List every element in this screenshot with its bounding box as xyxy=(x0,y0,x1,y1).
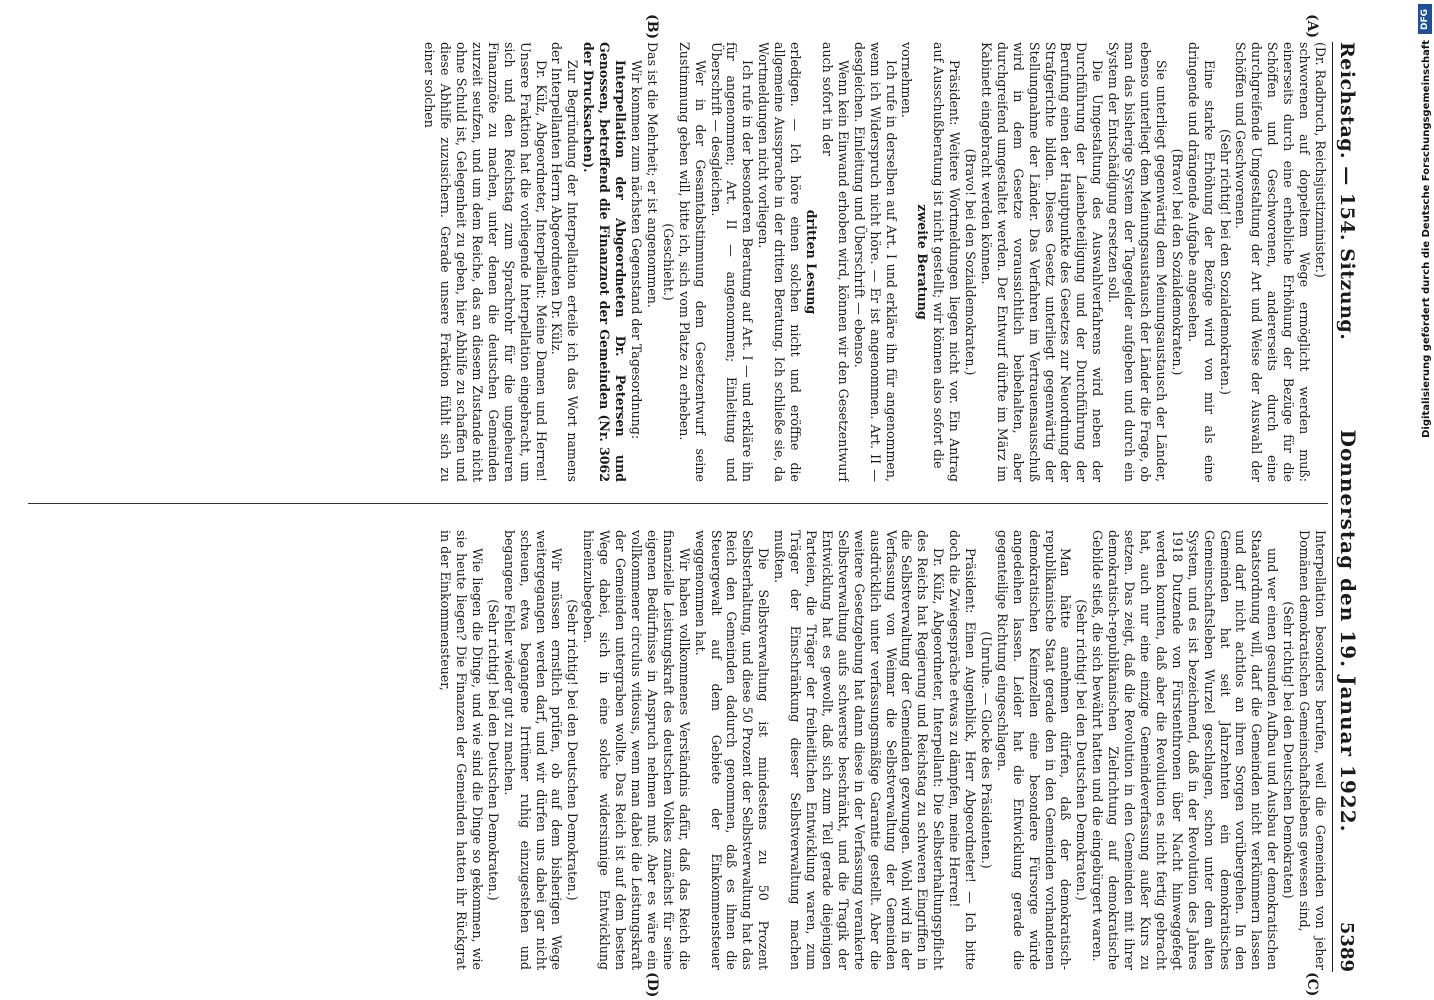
left-column xyxy=(28,42,1328,482)
page-header xyxy=(1332,42,1370,972)
paragraph: Wenn kein Einwand erhoben wird, können wir den Gesetzentwurf auch sofort in der xyxy=(819,42,851,482)
paragraph: Zur Begründung der Interpellation erteile ich das Wort namens der Interpellanten Herrn Abgeordneten Dr. Külz. xyxy=(549,42,581,482)
dfg-logo: DFG xyxy=(1418,4,1432,34)
column-divider xyxy=(28,503,1328,504)
section-heading: dritten Lesung xyxy=(804,209,819,315)
paragraph: Dr. Külz, Abgeordneter, Interpellant: Die Selbsterhaltungspflicht des Reichs hat Regierung und Reichstag zu schweren Eingriffen in die Selbstverwaltung der Gemeinden gezwungen. Wohl wird in der Verfassung von Weimar die Selbstverwaltung der Gemeinden ausdrücklich unter verfassungsmäßige Garantie gestellt. Aber die weitere Gesetzgebung hat dann diese in der Verfassung verankerte Selbstverwaltung aufs schwerste beschränkt, und die Tragik der Entwicklung hat es gewollt, daß sich zum Teil gerade diejenigen Parteien, die Träger der freiheitlichen Entwicklung waren, zum Träger der Einschränkung dieser Selbstverwaltung machen mußten. xyxy=(772,530,947,970)
page-number: 5389 xyxy=(1336,921,1357,972)
interjection: (Unruhe. — Glocke des Präsidenten.) xyxy=(978,631,994,869)
header-date: Donnerstag den 19. Januar 1922. xyxy=(1336,429,1360,833)
margin-marker-a: (A) xyxy=(1304,14,1320,39)
paragraph: Wir haben vollkommenes Verständnis dafür, daß das Reich die finanzielle Leistungskraft des deutschen Volkes zunächst für seine eigenen Bedürfnisse in Anspruch nehmen muß. Aber es wäre ein vollkommener circulus vitiosus, wenn man dabei die Leistungskraft der Gemeinden untergraben wollte. Das Reich ist auf dem besten Wege dabei, sich in eine solche widersinnige Entwicklung hineinzubegeben. xyxy=(581,530,692,970)
paragraph: Wer in der Gesamtabstimmung dem Gesetzentwurf seine Zustimmung geben will, bitte ich, sich vom Platze zu erheben. xyxy=(676,42,708,482)
paragraph: Wir müssen ernstlich prüfen, ob auf dem bisherigen Wege weitergegangen werden darf, und wir dürfen uns dabei gar nicht scheuen, etwa begangene Irrtümer ruhig einzugestehen und begangene Fehler wieder gut zu machen. xyxy=(501,530,565,970)
agenda-item: Interpellation der Abgeordneten Dr. Petersen und Genossen, betreffend die Finanznot der Gemeinden (Nr. 3062 der Drucksachen). xyxy=(581,42,629,482)
paragraph: Interpellation besonders berufen, weil die Gemeinden von jeher Domänen demokratischen Gemeinschaftslebens gewesen sind, xyxy=(1297,530,1328,970)
interjection: (Sehr richtig! bei den Deutschen Demokraten.) xyxy=(1074,599,1090,901)
paragraph: Wie liegen die Dinge, und wie sind die Dinge so gekommen, wie sie heute liegen? Die Finanzen der Gemeinden hatten ihr Rückgrat in der Einkommensteuer, xyxy=(438,530,485,970)
paragraph: schworenen auf doppeltem Wege ermöglicht werden muß: einerseits durch eine erhebliche Erhöhung der Bezüge für die Schöffen und Geschworenen, andererseits durch eine durchgreifende Umgestaltung der Art und Weise der Auswahl der Schöffen und Geschworenen. xyxy=(1233,42,1313,482)
interjection: (Sehr richtig! bei den Sozialdemokraten.) xyxy=(1217,129,1233,395)
paragraph: Wir kommen zum nächsten Gegenstand der Tagesordnung: xyxy=(629,60,645,440)
paragraph: Dr. Külz, Abgeordneter, Interpellant: Meine Damen und Herren! Unsere Fraktion hat die vorliegende Interpellation eingebracht, um sich und den Reichstag zum Sprachrohr für die ungeheuren Finanznöte zu machen, unter denen die deutschen Gemeinden zurzeit seufzen, und um dem Reiche, das an diesem Zustande nicht ohne Schuld ist, Gelegenheit zu geben, hier Abhilfe zu schaffen und diese Abhilfe zuzusichern. Gerade unsere Fraktion fühlt sich zu einer solchen xyxy=(422,42,549,482)
paragraph: erledigen. — Ich höre einen solchen nicht und eröffne die allgemeine Aussprache in der dritten Beratung. Ich schließe sie, da Wortmeldungen nicht vorliegen. xyxy=(756,42,804,482)
paragraph: Präsident: Einen Augenblick, Herr Abgeordneter! — Ich bitte doch die Zwiegespräche etwas zu dämpfen, meine Herren! xyxy=(947,530,979,970)
right-column xyxy=(28,530,1328,970)
digitization-sidebar xyxy=(1408,0,1434,1000)
interjection: (Sehr richtig! bei den Deutschen Demokraten) xyxy=(1281,601,1297,899)
margin-marker-c: (C) xyxy=(1304,972,1320,997)
interjection: (Bravo! bei den Sozialdemokraten.) xyxy=(1169,148,1185,376)
paragraph: Sie unterliegt gegenwärtig dem Meinungsaustausch der Länder, ebenso unterliegt dem Meinungsaustausch der Länder die Frage, ob man das bisherige System der Tagegelder aufgeben und durch ein System der Entschädigung ersetzen soll. xyxy=(1106,42,1169,482)
interjection: (Geschieht.) xyxy=(660,223,676,301)
interjection: (Sehr richtig! bei den Deutschen Demokraten.) xyxy=(485,599,501,901)
section-heading: zweite Beratung xyxy=(915,204,931,320)
paragraph: vornehmen. xyxy=(899,42,915,118)
interjection: (Bravo! bei den Sozialdemokraten.) xyxy=(963,148,979,376)
paragraph: Das ist die Mehrheit; er ist angenommen. xyxy=(644,42,660,308)
paragraph: Ich rufe in der besonderen Beratung auf Art. I — und erkläre ihn für angenommen; Art. II — angenommen; Einleitung und Überschrift — desgleichen. xyxy=(708,42,756,482)
margin-marker-d: (D) xyxy=(644,972,660,998)
margin-marker-b: (B) xyxy=(644,14,660,40)
paragraph: Eine starke Erhöhung der Bezüge wird von mir als eine dringende und drängende Aufgabe angesehen. xyxy=(1185,42,1217,482)
paragraph: Die Selbstverwaltung ist mindestens zu 50 Prozent Selbsterhaltung, und diese 50 Prozent der Selbstverwaltung hat das Reich den Gemeinden dadurch genommen, daß es ihnen die Steuergewalt auf dem Gebiete der Einkommensteuer weggenommen hat. xyxy=(692,530,772,970)
paragraph: Präsident: Weitere Wortmeldungen liegen nicht vor. Ein Antrag auf Ausschußberatung ist nicht gestellt; wir können also sofort die xyxy=(931,42,963,482)
paragraph: Die Umgestaltung des Auswahlverfahrens wird neben der Durchführung der Laienbeteiligung und der Durchführung der Berufung einen der Hauptpunkte des Gesetzes zur Neuordnung der Strafgerichte bilden. Dieses Gesetz unterliegt gegenwärtig der Stellungnahme der Länder. Das Verfahren im Vertrauensausschuß wird in dem Gesetze voraussichtlich beibehalten, aber durchgreifend umgestaltet werden. Der Entwurf dürfte im März im Kabinett eingebracht werden können. xyxy=(978,42,1106,482)
speaker-attribution: (Dr. Radbruch, Reichsjustizminister.) xyxy=(1313,42,1328,278)
header-left: Reichstag. — 154. Sitzung. xyxy=(1336,42,1358,341)
paragraph: Man hätte annehmen dürfen, daß der demokratisch-republikanische Staat gerade den in den Gemeinden vorhandenen demokratischen Keimzellen eine besondere Fürsorge würde angedeihen lassen. Leider hat die Entwicklung gerade die gegenteilige Richtung eingeschlagen. xyxy=(994,530,1074,970)
digitization-credit: Digitalisierung gefördert durch die Deutsche Forschungsgemeinschaft xyxy=(1421,40,1432,438)
paragraph: und wer einen gesunden Aufbau und Ausbau der demokratischen Staatsordnung will, darf die Gemeinden nicht verkümmern lassen und darf nicht achtlos an ihren Sorgen vorübergehen. In den Gemeinden hat seit Jahrzehnten ein demokratisches Gemeinschaftsleben Wurzel geschlagen, schon unter dem alten System, und es ist bezeichnend, daß in der Revolution des Jahres 1918 Dutzende von Fürstenthronen über Nacht hinweggefegt werden konnten, daß aber die Revolution es nicht fertig gebracht hat, auch nur eine einzige Gemeindeverfassung außer Kurs zu setzen. Das zeigt, daß die Revolution in den Gemeinden mit ihrer demokratisch-republikanischen Zielrichtung auf demokratische Gebilde stieß, die sich bewährt hatten und die eingebürgert waren. xyxy=(1090,530,1281,970)
interjection: (Sehr richtig! bei den Deutschen Demokraten.) xyxy=(565,599,581,901)
paragraph: Ich rufe in derselben auf Art. I und erkläre ihn für angenommen, wenn ich Widerspruch nicht höre. — Er ist angenommen. Art. II — desgleichen. Einleitung und Überschrift — ebenso. xyxy=(851,42,899,482)
